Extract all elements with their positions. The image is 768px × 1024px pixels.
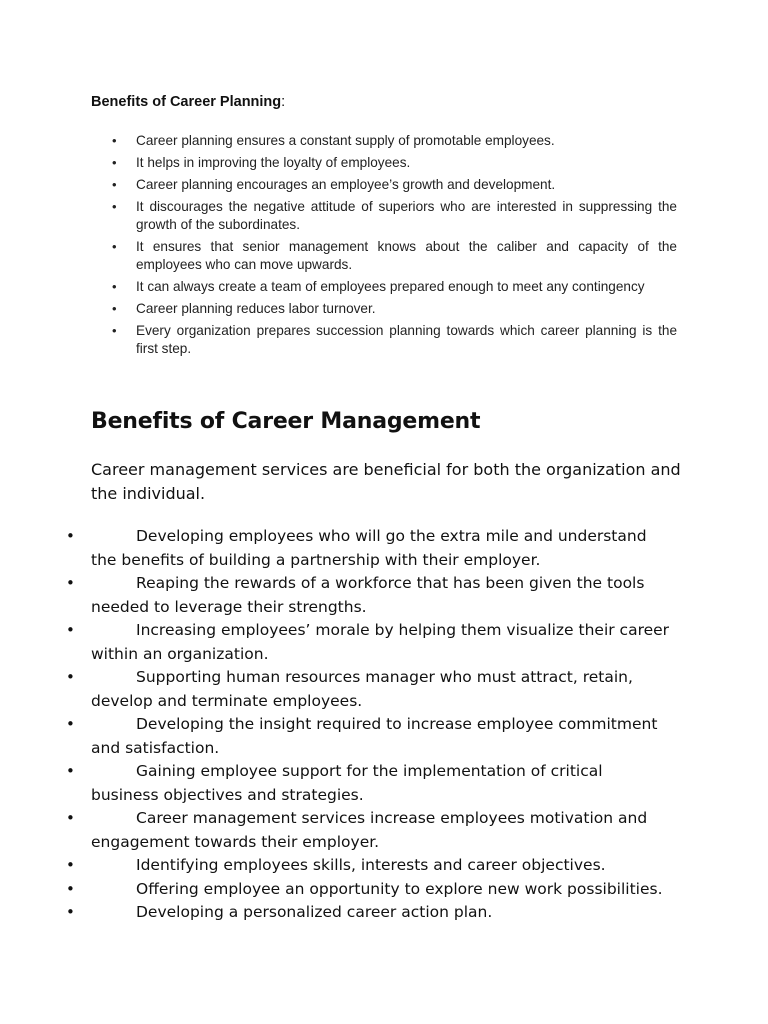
list-item (0, 666, 671, 713)
list-item-text: Supporting human resources manager who must attract, retain, develop and terminate employees. (91, 668, 633, 710)
list-item-text: It can always create a team of employees prepared enough to meet any contingency (136, 279, 645, 294)
bullet-icon: • (112, 155, 117, 170)
bullet-icon: • (66, 762, 75, 780)
list-item (0, 854, 671, 878)
bullet-icon: • (66, 879, 75, 898)
list-item-text: Developing a personalized career action plan. (136, 903, 493, 921)
bullet-icon: • (66, 715, 75, 733)
list-item (0, 878, 671, 902)
list-item (0, 572, 671, 619)
bullet-icon: • (66, 574, 75, 592)
list-item (91, 278, 677, 296)
list-item-text: Every organization prepares succession planning towards which career planning is the first step. (136, 323, 677, 356)
career-planning-title-colon: : (281, 94, 286, 110)
list-item (91, 322, 677, 358)
list-item (0, 807, 671, 854)
list-item (91, 238, 677, 274)
list-item-text: Offering employee an opportunity to explore new work possibilities. (136, 879, 663, 898)
career-planning-title-text: Benefits of Career Planning (91, 94, 282, 110)
bullet-icon: • (112, 279, 117, 294)
list-item (0, 619, 671, 666)
list-item-text: Career planning ensures a constant supply of promotable employees. (136, 133, 555, 148)
list-item-text: Developing employees who will go the extra mile and understand the benefits of building a partnership with their employer. (91, 527, 647, 569)
list-item-text: Identifying employees skills, interests and career objectives. (136, 856, 606, 874)
bullet-icon: • (66, 668, 75, 686)
career-management-intro: Career management services are beneficial for both the organization and the individual. (91, 460, 681, 503)
bullet-icon: • (112, 177, 117, 192)
list-item (91, 132, 677, 150)
career-planning-list (91, 132, 677, 362)
list-item (91, 176, 677, 194)
list-item-text: It discourages the negative attitude of superiors who are interested in suppressing the growth of the subordinates. (136, 199, 677, 232)
list-item (0, 525, 671, 572)
bullet-icon: • (66, 621, 75, 639)
list-item (91, 300, 677, 318)
list-item-text: It helps in improving the loyalty of employees. (136, 155, 411, 170)
bullet-icon: • (112, 239, 117, 254)
bullet-icon: • (66, 527, 75, 545)
bullet-icon: • (112, 301, 117, 316)
list-item (0, 713, 671, 760)
list-item-text: Reaping the rewards of a workforce that has been given the tools needed to leverage their strengths. (91, 574, 645, 616)
list-item-text: Career management services increase employees motivation and engagement towards their employer. (91, 809, 648, 851)
list-item (91, 154, 677, 172)
list-item (0, 760, 671, 807)
list-item (91, 198, 677, 234)
career-management-heading: Benefits of Career Management (91, 409, 481, 434)
bullet-icon: • (112, 199, 117, 214)
bullet-icon: • (66, 903, 75, 921)
bullet-icon: • (66, 856, 75, 874)
list-item-text: Gaining employee support for the implementation of critical business objectives and strategies. (91, 762, 603, 804)
list-item (0, 901, 671, 925)
list-item-text: It ensures that senior management knows about the caliber and capacity of the employees who can move upwards. (136, 239, 677, 272)
bullet-icon: • (112, 133, 117, 148)
list-item-text: Developing the insight required to increase employee commitment and satisfaction. (91, 715, 658, 757)
bullet-icon: • (112, 323, 117, 338)
list-item-text: Career planning reduces labor turnover. (136, 301, 376, 316)
career-management-list (0, 525, 768, 925)
career-planning-title (91, 94, 285, 110)
bullet-icon: • (66, 809, 75, 827)
list-item-text: Increasing employees’ morale by helping them visualize their career within an organization. (91, 621, 670, 663)
list-item-text: Career planning encourages an employee’s growth and development. (136, 177, 556, 192)
